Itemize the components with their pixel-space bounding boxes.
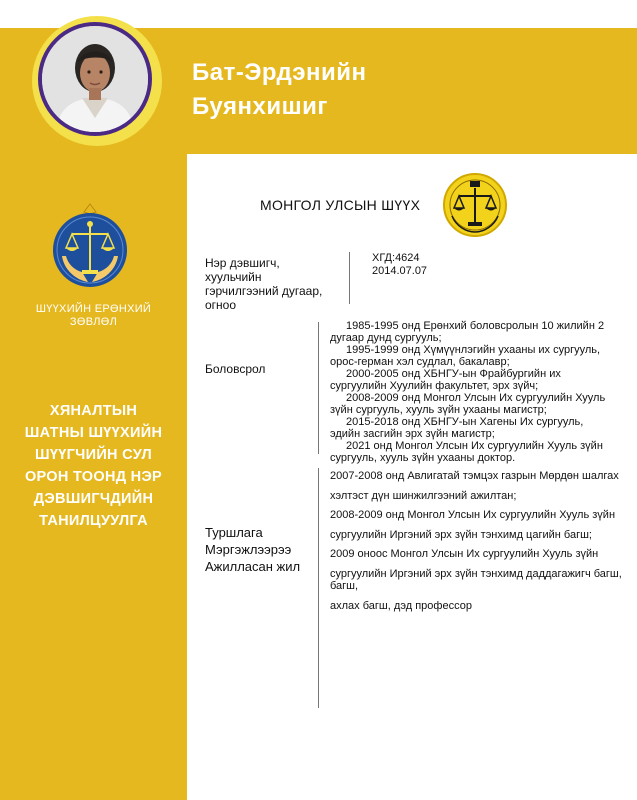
education-item-line: 1995-1999 онд Хүмүүнлэгийн ухааны их сургууль,: [346, 344, 601, 356]
experience-item: [330, 548, 635, 612]
candidate-label-line: гэрчилгээний дугаар,: [205, 284, 323, 298]
education-item-line: 2008-2009 онд Монгол Улсын Их сургуулийн Хууль: [346, 392, 606, 404]
candidate-divider: [349, 252, 350, 304]
judicial-council-emblem-icon: [50, 200, 130, 290]
experience-label-line: Ажилласан жил: [205, 559, 301, 574]
education-item: [330, 416, 630, 440]
council-name-line-2: ЗӨВЛӨЛ: [69, 316, 118, 328]
education-item: [330, 320, 630, 344]
candidate-photo: [38, 22, 152, 136]
education-item-line: сургууль, хууль зүйн ухааны доктор.: [330, 452, 516, 464]
name-line-1: Бат-Эрдэнийн: [192, 59, 367, 86]
candidate-label-line: Нэр дэвшигч,: [205, 256, 280, 270]
education-item-line: эдийн засгийн эрх зүйн магистр;: [330, 428, 495, 440]
experience-label-line: Туршлага: [205, 525, 263, 540]
education-item: [330, 368, 630, 392]
candidate-label-line: хуульчийн: [205, 270, 262, 284]
sidebar-title-line: ШАТНЫ ШҮҮХИЙН: [24, 425, 163, 441]
experience-item-line: ахлах багш, дэд профессор: [330, 599, 472, 612]
education-item-line: 2021 онд Монгол Улсын Их сургуулийн Хууль зүйн: [346, 440, 603, 452]
education-item-line: сургуулийн Хуулийн факультет, эрх зүйч;: [330, 380, 539, 392]
experience-list: [330, 470, 635, 619]
sidebar-title-line: ОРОН ТООНД НЭР: [24, 469, 163, 485]
sidebar-title-line: ХЯНАЛТЫН: [49, 403, 138, 419]
court-name: МОНГОЛ УЛСЫН ШҮҮХ: [260, 197, 421, 213]
education-item-line: орос-герман хэл судлал, бакалавр;: [330, 356, 510, 368]
experience-item-line: 2008-2009 онд Монгол Улсын Их сургуулийн Хууль зүйн: [330, 509, 616, 521]
education-item: [330, 440, 630, 464]
license-value: [372, 252, 427, 278]
education-item-line: дугаар дунд сургууль;: [330, 332, 442, 344]
education-list: [330, 320, 630, 464]
candidate-name: [192, 56, 366, 124]
license-number: ХГД:4624: [372, 252, 420, 264]
sidebar-title-line: ТАНИЛЦУУЛГА: [39, 513, 148, 529]
court-seal-icon: [442, 172, 508, 238]
experience-item: [330, 470, 635, 502]
experience-label-line: Мэргэжлээрээ: [205, 542, 292, 557]
experience-item-line: 2009 оноос Монгол Улсын Их сургуулийн Хууль зүйн: [330, 548, 599, 560]
experience-item-line: хэлтэст дүн шинжилгээний ажилтан;: [330, 489, 517, 502]
education-item-line: 1985-1995 онд Ерөнхий боловсролын 10 жилийн 2: [346, 320, 605, 332]
council-name: [0, 303, 187, 329]
education-item-line: 2015-2018 онд ХБНГУ-ын Хагены Их сургууль,: [346, 416, 584, 428]
education-label: Боловсрол: [205, 362, 266, 376]
council-name-line-1: ШҮҮХИЙН ЕРӨНХИЙ: [35, 303, 152, 315]
candidate-label: [205, 256, 322, 312]
education-item: [330, 344, 630, 368]
sidebar-curve: [120, 154, 187, 221]
experience-item: [330, 509, 635, 541]
experience-item-line: сургуулийн Иргэний эрх зүйн тэнхимд даддагажигч багш, багш,: [330, 567, 622, 592]
experience-item-line: сургуулийн Иргэний эрх зүйн тэнхимд цагийн багш;: [330, 528, 592, 541]
experience-divider: [318, 468, 319, 708]
experience-item-line: 2007-2008 онд Авлигатай тэмцэх газрын Мөрдөн шалгах: [330, 470, 619, 482]
education-divider: [318, 322, 319, 454]
education-item-line: зүйн сургууль, хууль зүйн ухааны магистр;: [330, 404, 547, 416]
sidebar-title-line: ШҮҮГЧИЙН СУЛ: [35, 447, 152, 463]
license-date: 2014.07.07: [372, 265, 428, 277]
experience-label: [205, 524, 300, 575]
sidebar-title: [0, 400, 187, 532]
education-item: [330, 392, 630, 416]
name-line-2: Буянхишиг: [192, 93, 328, 120]
sidebar-title-line: ДЭВШИГЧДИЙН: [33, 491, 154, 507]
candidate-label-line: огноо: [205, 298, 237, 312]
education-item-line: 2000-2005 онд ХБНГУ-ын Фрайбургийн их: [346, 368, 561, 380]
